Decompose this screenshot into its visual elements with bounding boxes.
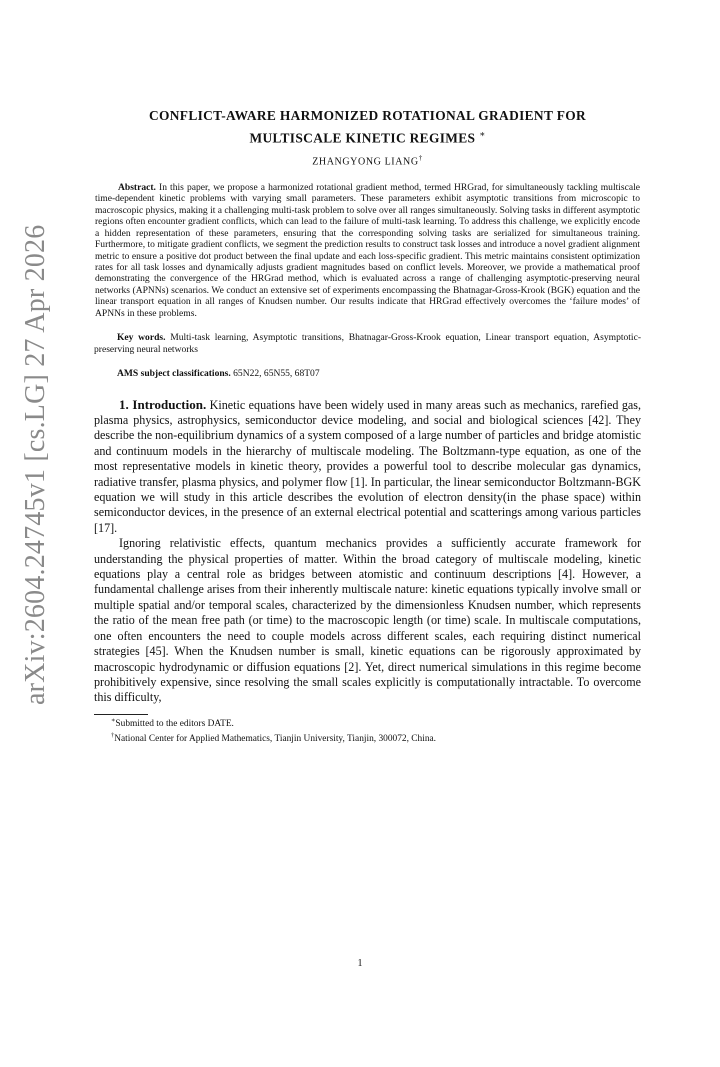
author-footnote-mark: † (418, 154, 423, 163)
page-number: 1 (357, 958, 363, 969)
intro-paragraph-2: Ignoring relativistic effects, quantum mechanics provides a sufficiently accurate framework for understanding the physical properties of matter. Within the broad category of multiscale modeling, kinetic equations play a central role as bridges between atomistic and continuum descriptions [4]. However, a fundamental challenge arises from their inherently multiscale nature: kinetic equations typically involve small or multiple spatial and/or temporal scales, characterized by the dimensionless Knudsen number, which represents the ratio of the mean free path (or time) to the macroscopic length (or time) scale. In multiscale computations, one often encounters the need to couple models across different scales, each requiring distinct numerical strategies [45]. When the Knudsen number is small, kinetic equations can be rigorously approximated by macroscopic hydrodynamic or diffusion equations [2]. Yet, direct numerical simulations in this regime become prohibitively expensive, since resolving the small scales explicitly is computationally intractable. To overcome this difficulty, (94, 536, 641, 705)
author-name (94, 154, 641, 167)
ams-text: 65N22, 65N55, 68T07 (233, 368, 320, 380)
introduction-section (94, 397, 641, 706)
ams-classifications (94, 368, 641, 379)
ams-label: AMS subject classifications. (117, 368, 231, 380)
author-text: ZHANGYONG LIANG (312, 156, 419, 168)
keywords (94, 332, 641, 355)
title-line-1: CONFLICT-AWARE HARMONIZED ROTATIONAL GRADIENT FOR (148, 108, 587, 123)
arxiv-sidebar-stamp: arXiv:2604.24745v1 [cs.LG] 27 Apr 2026 (20, 224, 51, 706)
intro-paragraph-1 (94, 397, 641, 537)
section-heading: 1. Introduction. (119, 396, 207, 412)
footnote-2 (111, 730, 641, 746)
abstract-text: In this paper, we propose a harmonized rotational gradient method, termed HRGrad, for simultaneously tackling multiscale time-dependent kinetic problems with varying small parameters. These parameters exhibit asymptotic transitions from microscopic to macroscopic physics, making it a challenging multi-task problem to solve over all ranges simultaneously. Solving tasks in different asymptotic regions often encounter gradient conflicts, which can lead to the failure of multi-task learning. To address this challenge, we explicitly encode a hidden representation of these parameters, ensuring that the corresponding solving tasks are serialized for simultaneous training. Furthermore, to mitigate gradient conflicts, we segment the prediction results to construct task losses and introduce a novel gradient alignment metric to ensure a positive dot product between the final update and each loss-specific gradient. This metric maintains consistent optimization rates for all task losses and dynamically adjusts gradient magnitudes based on conflict levels. Moreover, we provide a mathematical proof demonstrating the convergence of the HRGrad method, which is evaluated across a range of challenging asymptotic-preserving neural networks (APNNs) scenarios. We conduct an extensive set of experiments encompassing the Bhatnagar-Gross-Krook (BGK) equation and the linear transport equation in all ranges of Knudsen number. Our results indicate that HRGrad effectively overcomes the ‘failure modes’ of APNNs in these problems. (95, 181, 640, 319)
footnote-1-text: Submitted to the editors DATE. (115, 718, 234, 729)
footnote-2-text: National Center for Applied Mathematics, Tianjin University, Tianjin, 300072, China. (114, 734, 437, 745)
intro-p1-text: Kinetic equations have been widely used in many areas such as mechanics, rarefied gas, plasma physics, astrophysics, semiconductor device modeling, and social and biological sciences [42]. They describe the non-equilibrium dynamics of a system composed of a large number of particles and bridge atomistic and continuum models in the hierarchy of multiscale modeling. The Boltzmann-type equation, as one of the most representative models in kinetic theory, provides a powerful tool to describe molecular gas dynamics, radiative transfer, plasma physics, and polymer flow [1]. In particular, the linear semiconductor Boltzmann-BGK equation we will study in this article describes the evolution of electron density(in the phase space) within semiconductor devices, in the presence of an external electrical potential and scatterings among various particles [17]. (94, 397, 642, 535)
title-line-2: MULTISCALE KINETIC REGIMES (249, 130, 476, 146)
abstract-label: Abstract. (118, 181, 156, 193)
title-footnote-mark: ∗ (479, 129, 486, 139)
keywords-label: Key words. (117, 332, 166, 344)
keywords-text: Multi-task learning, Asymptotic transitions, Bhatnagar-Gross-Krook equation, Linear transport equation, Asymptotic-preserving neural networks (94, 332, 642, 355)
footnote-2-mark: † (111, 732, 115, 740)
paper-title (94, 107, 641, 147)
abstract (94, 182, 641, 319)
paper-page (94, 107, 641, 746)
footnote-1-mark: ∗ (111, 716, 116, 724)
footnote-1 (111, 715, 641, 731)
